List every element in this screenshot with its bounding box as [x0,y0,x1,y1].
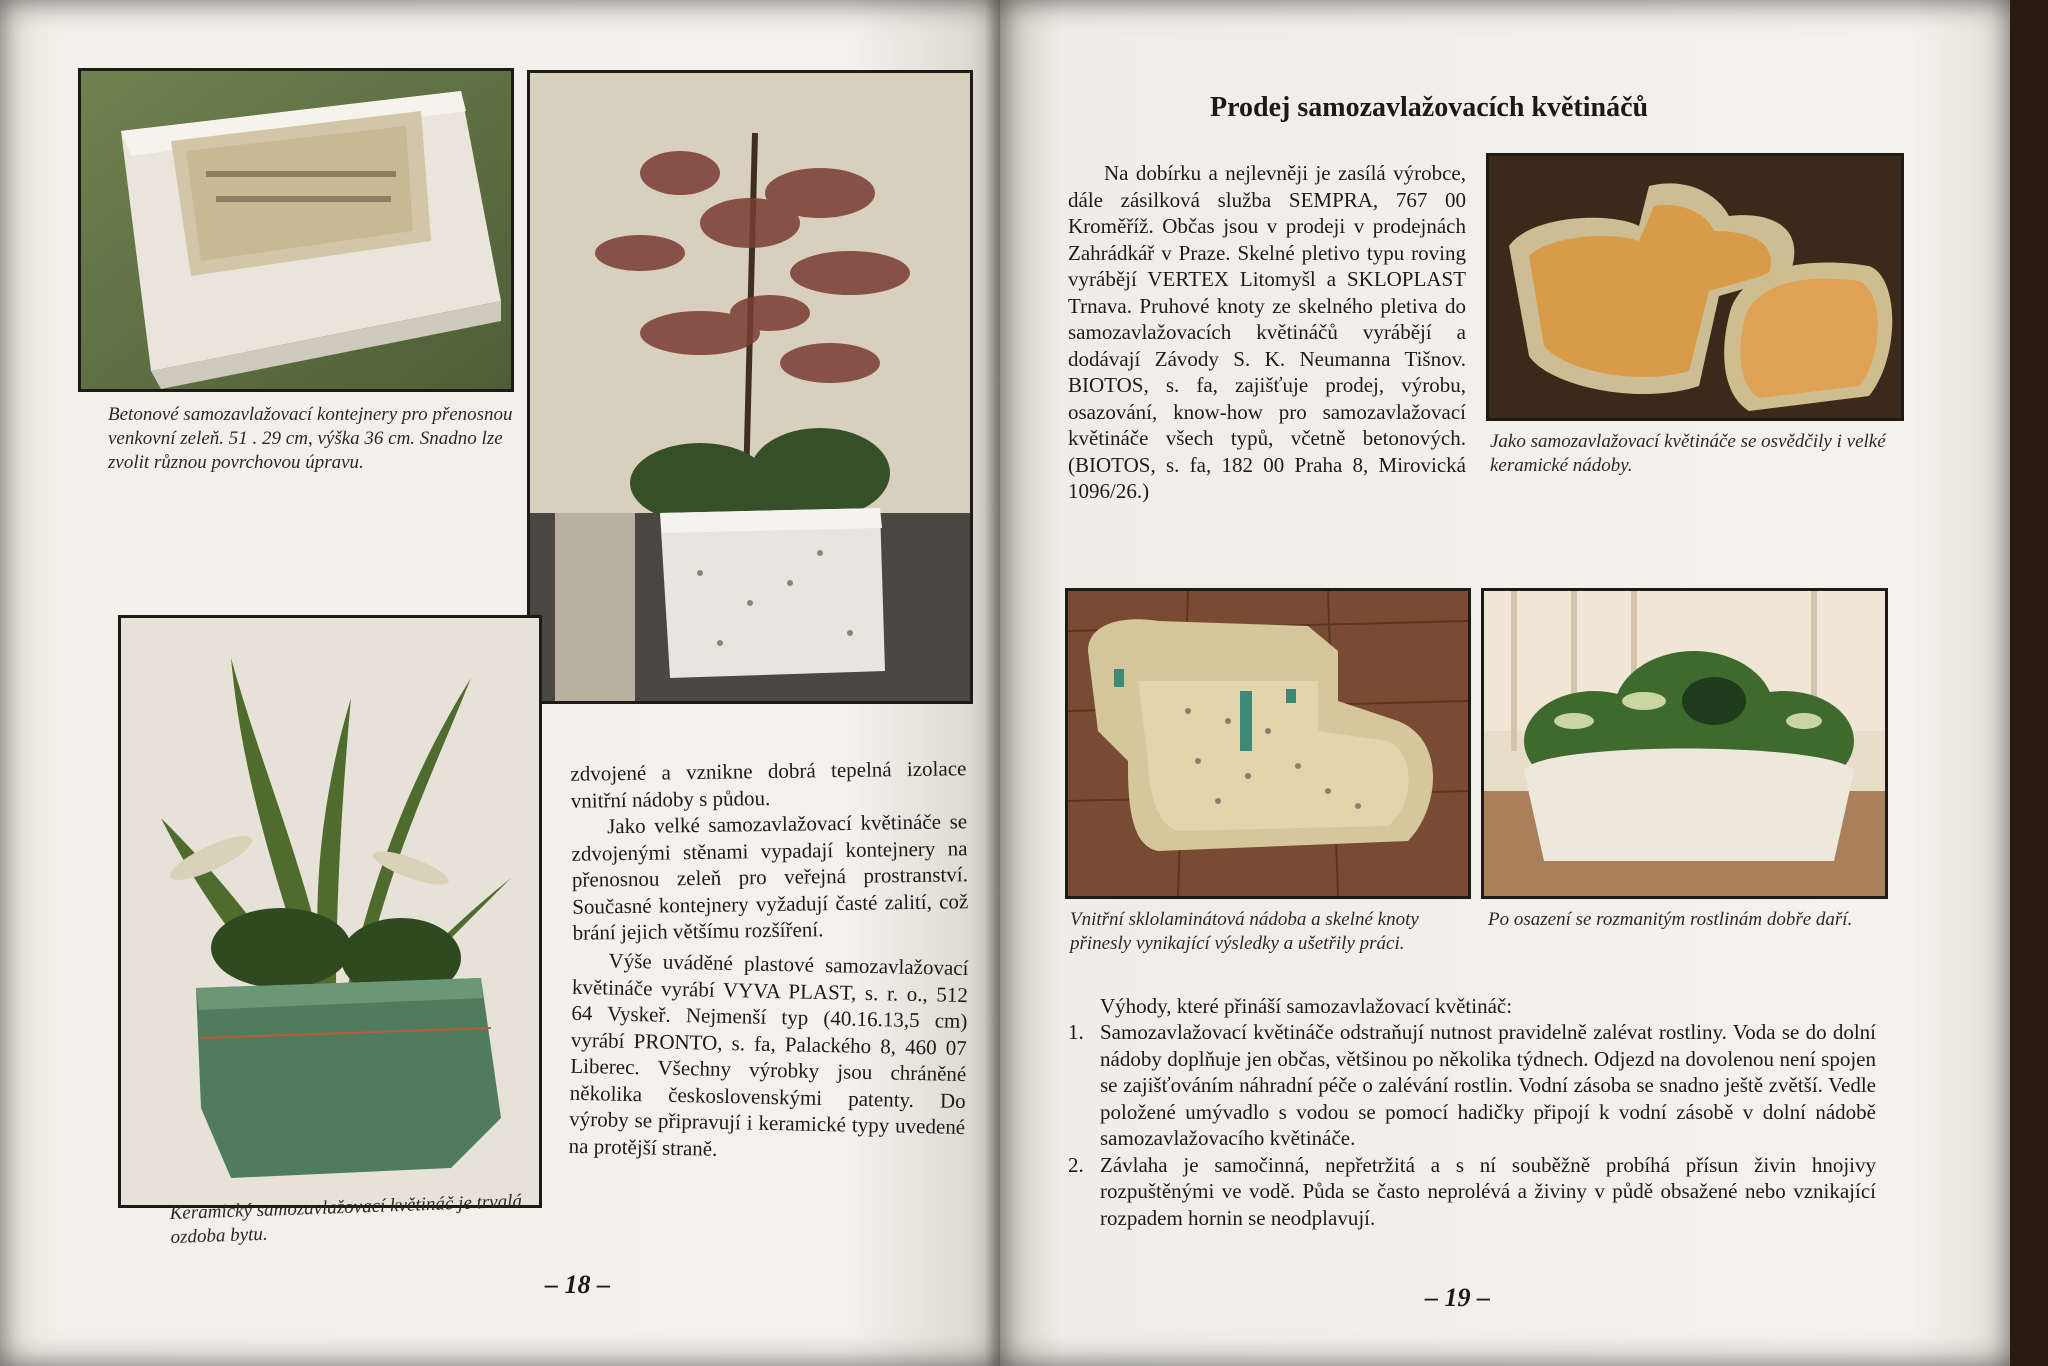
concrete-container-image [81,71,511,389]
photo-tree-in-concrete-pot [527,70,973,704]
ceramic-pot-image [121,618,539,1205]
caption-large-ceramic-vessels: Jako samozavlažovací květináče se osvědčily i velké keramické nádoby. [1490,431,1886,476]
left-paragraph-1: zdvojené a vznikne dobrá tepelná izolace vnitřní nádoby s půdou. [570,756,967,813]
planted-vessel-image [1484,591,1885,896]
advantage-text: Samozavlažovací květináče odstraňují nutnost pravidelně zalévat rostliny. Voda se do dolní nádoby doplňuje jen občas, většinou po několika týdnech. Odjezd na dovolenou není spojen se zajišťováním náhradní péče o zalévání rostlin. Vodní zásoba se snadno ještě zvětší. Vedle položené umývadlo s vodou se pomocí hadičky připojí k vodní zásobě v dolní nádobě samozavlažovacího květináče. [1100,1020,1876,1150]
left-body-text [570,755,972,1158]
left-paragraph-3: Výše uváděné plastové samozavlažovací květináče vyrábí VYVA PLAST, s. r. o., 512 64 Vyskeř. Nejmenší typ (40.16.13,5 cm) vyrábí PRONTO, s. fa, Palackého 8, 460 07 Liberec. Všechny výrobky jsou chráněné několika československými patenty. Do výroby se připravují i keramické typy uvedené na protější straně. [568,948,969,1160]
advantage-number: 1. [1068,1020,1084,1044]
photo-large-ceramic-vessels [1486,153,1904,421]
right-paragraph: Na dobírku a nejlevněji je zasílá výrobce, dále zásilková služba SEMPRA, 767 00 Kroměříž. Občas jsou v prodeji v prodejnách Zahrádkář v Praze. Skelné pletivo typu roving vyrábějí VERTEX Litomyšl a SKLOPLAST Trnava. Pruhové knoty ze skelného pletiva do samozavlažovacích květináčů vyrábějí a dodávají Závody S. K. Neumanna Tišnov. BIOTOS, s. fa, zajišťuje prodej, výrobu, osazování, know-how pro samozavlažovací květináče všech typů, včetně betonových. (BIOTOS, s. fa, 182 00 Praha 8, Mirovická 1096/26.) [1068,161,1466,503]
page-number-left: – 18 – [545,1270,610,1299]
left-paragraph-2: Jako velké samozavlažovací květináče se zdvojenými stěnami vypadají kontejnery na přenosnou zeleň pro veřejná prostranství. Současné kontejnery vyžadují časté zalití, což brání jejich většímu rozšíření. [571,809,969,945]
advantages-list [1068,1019,1876,1231]
advantage-item-2 [1068,1152,1876,1232]
caption-inner-vessel: Vnitřní sklolaminátová nádoba a skelné knoty přinesly vynikající výsledky a ušetřily práci. [1070,909,1419,954]
inner-vessel-image [1068,591,1468,896]
advantages-intro: Výhody, které přináší samozavlažovací květináč: [1100,994,1513,1018]
right-body-text [1068,160,1466,505]
ceramic-vessels-image [1489,156,1901,418]
photo-planted-vessel [1481,588,1888,899]
right-page [1000,0,2010,1366]
advantage-text: Závlaha je samočinná, nepřetržitá a s ní souběžně probíhá přísun živin hnojivy rozpuštěnými ve vodě. Půda se často neprolévá a živiny v půdě obsažené nebo vznikající rozpadem hornin se neodplavují. [1100,1152,1876,1230]
page-number-right: – 19 – [1425,1283,1490,1312]
advantage-item-1 [1068,1019,1876,1152]
caption-ceramic-pot: Keramický samozavlažovací květináč je trvalá ozdoba bytu. [169,1190,523,1249]
photo-concrete-container [78,68,514,392]
advantage-number: 2. [1068,1152,1084,1177]
tree-pot-image [530,73,970,701]
page-title: Prodej samozavlažovacích květináčů [1210,92,1649,123]
caption-planted-vessel: Po osazení se rozmanitým rostlinám dobře daří. [1488,909,1853,930]
left-page [0,0,1000,1366]
photo-inner-vessel [1065,588,1471,899]
caption-concrete-container: Betonové samozavlažovací kontejnery pro přenosnou venkovní zeleň. 51 . 29 cm, výška 36 cm. Snadno lze zvolit různou povrchovou úpravu. [108,404,513,473]
photo-ceramic-pot [118,615,542,1208]
